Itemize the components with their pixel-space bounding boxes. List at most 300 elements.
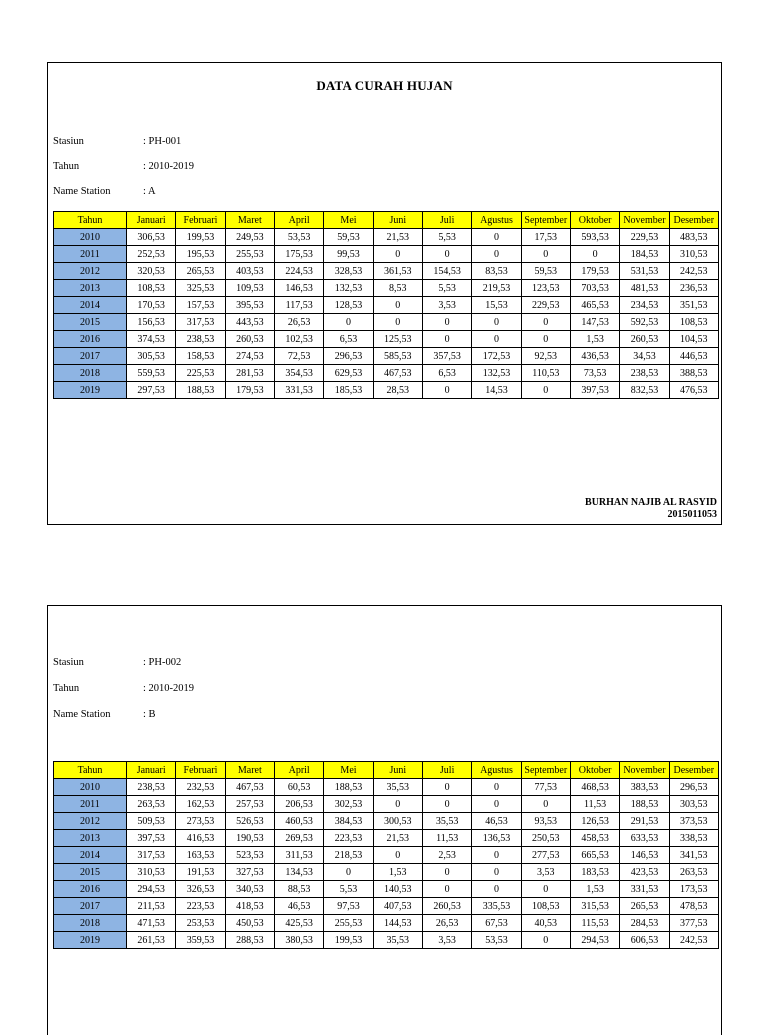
rainfall-cell: 88,53 xyxy=(274,881,323,898)
rainfall-cell: 35,53 xyxy=(373,779,422,796)
rainfall-cell: 0 xyxy=(422,314,471,331)
rainfall-cell: 327,53 xyxy=(225,864,274,881)
column-header: April xyxy=(274,212,323,229)
rainfall-cell: 265,53 xyxy=(176,263,225,280)
rainfall-cell: 1,53 xyxy=(570,881,619,898)
rainfall-cell: 128,53 xyxy=(324,297,373,314)
rainfall-cell: 104,53 xyxy=(669,331,718,348)
info-label: Name Station xyxy=(53,709,111,720)
header-row xyxy=(54,212,719,229)
rainfall-cell: 252,53 xyxy=(127,246,176,263)
rainfall-cell: 60,53 xyxy=(274,779,323,796)
rainfall-cell: 0 xyxy=(373,847,422,864)
rainfall-cell: 134,53 xyxy=(274,864,323,881)
year-cell: 2013 xyxy=(54,280,127,297)
rainfall-cell: 384,53 xyxy=(324,813,373,830)
rainfall-cell: 123,53 xyxy=(521,280,570,297)
rainfall-cell: 0 xyxy=(521,331,570,348)
rainfall-cell: 443,53 xyxy=(225,314,274,331)
rainfall-cell: 425,53 xyxy=(274,915,323,932)
rainfall-cell: 15,53 xyxy=(472,297,521,314)
rainfall-cell: 0 xyxy=(521,932,570,949)
rainfall-cell: 35,53 xyxy=(422,813,471,830)
rainfall-cell: 265,53 xyxy=(620,898,669,915)
rainfall-cell: 26,53 xyxy=(422,915,471,932)
rainfall-cell: 92,53 xyxy=(521,348,570,365)
table-row xyxy=(54,297,719,314)
rainfall-cell: 225,53 xyxy=(176,365,225,382)
rainfall-cell: 163,53 xyxy=(176,847,225,864)
rainfall-cell: 377,53 xyxy=(669,915,718,932)
rainfall-cell: 261,53 xyxy=(127,932,176,949)
column-header: November xyxy=(620,212,669,229)
rainfall-cell: 326,53 xyxy=(176,881,225,898)
rainfall-cell: 0 xyxy=(472,246,521,263)
column-header: Agustus xyxy=(472,762,521,779)
rainfall-cell: 162,53 xyxy=(176,796,225,813)
rainfall-sheet-2 xyxy=(47,605,722,1035)
rainfall-cell: 175,53 xyxy=(274,246,323,263)
rainfall-cell: 179,53 xyxy=(570,263,619,280)
rainfall-cell: 5,53 xyxy=(422,280,471,297)
rainfall-cell: 173,53 xyxy=(669,881,718,898)
info-value: : PH-002 xyxy=(143,657,182,668)
rainfall-cell: 199,53 xyxy=(324,932,373,949)
rainfall-cell: 0 xyxy=(324,864,373,881)
rainfall-cell: 0 xyxy=(422,779,471,796)
rainfall-cell: 179,53 xyxy=(225,382,274,399)
rainfall-cell: 218,53 xyxy=(324,847,373,864)
rainfall-cell: 110,53 xyxy=(521,365,570,382)
rainfall-cell: 77,53 xyxy=(521,779,570,796)
rainfall-cell: 523,53 xyxy=(225,847,274,864)
rainfall-cell: 665,53 xyxy=(570,847,619,864)
rainfall-cell: 59,53 xyxy=(324,229,373,246)
rainfall-cell: 249,53 xyxy=(225,229,274,246)
table-row xyxy=(54,314,719,331)
rainfall-cell: 325,53 xyxy=(176,280,225,297)
rainfall-cell: 108,53 xyxy=(669,314,718,331)
rainfall-cell: 260,53 xyxy=(620,331,669,348)
rainfall-cell: 320,53 xyxy=(127,263,176,280)
rainfall-cell: 0 xyxy=(521,382,570,399)
column-header: Mei xyxy=(324,212,373,229)
table-row xyxy=(54,779,719,796)
rainfall-cell: 351,53 xyxy=(669,297,718,314)
rainfall-cell: 0 xyxy=(521,246,570,263)
rainfall-cell: 296,53 xyxy=(669,779,718,796)
rainfall-cell: 0 xyxy=(422,864,471,881)
rainfall-cell: 11,53 xyxy=(422,830,471,847)
rainfall-cell: 3,53 xyxy=(521,864,570,881)
rainfall-cell: 46,53 xyxy=(472,813,521,830)
rainfall-cell: 223,53 xyxy=(324,830,373,847)
rainfall-cell: 407,53 xyxy=(373,898,422,915)
column-header: Maret xyxy=(225,212,274,229)
table-row xyxy=(54,813,719,830)
table-row xyxy=(54,898,719,915)
rainfall-cell: 335,53 xyxy=(472,898,521,915)
year-cell: 2012 xyxy=(54,263,127,280)
rainfall-cell: 418,53 xyxy=(225,898,274,915)
rainfall-cell: 234,53 xyxy=(620,297,669,314)
rainfall-cell: 331,53 xyxy=(620,881,669,898)
rainfall-cell: 132,53 xyxy=(324,280,373,297)
rainfall-cell: 357,53 xyxy=(422,348,471,365)
rainfall-cell: 423,53 xyxy=(620,864,669,881)
rainfall-cell: 458,53 xyxy=(570,830,619,847)
year-cell: 2015 xyxy=(54,314,127,331)
rainfall-cell: 1,53 xyxy=(373,864,422,881)
rainfall-cell: 11,53 xyxy=(570,796,619,813)
rainfall-cell: 310,53 xyxy=(127,864,176,881)
rainfall-cell: 294,53 xyxy=(570,932,619,949)
year-cell: 2019 xyxy=(54,382,127,399)
rainfall-cell: 383,53 xyxy=(620,779,669,796)
rainfall-cell: 184,53 xyxy=(620,246,669,263)
rainfall-cell: 238,53 xyxy=(127,779,176,796)
info-value: : 2010-2019 xyxy=(143,683,195,694)
rainfall-cell: 0 xyxy=(373,314,422,331)
rainfall-cell: 291,53 xyxy=(620,813,669,830)
rainfall-cell: 255,53 xyxy=(225,246,274,263)
table-row xyxy=(54,932,719,949)
rainfall-cell: 277,53 xyxy=(521,847,570,864)
info-value: : A xyxy=(143,186,156,197)
column-header: Juli xyxy=(422,212,471,229)
info-label: Tahun xyxy=(53,683,80,694)
rainfall-cell: 21,53 xyxy=(373,830,422,847)
year-cell: 2016 xyxy=(54,881,127,898)
rainfall-cell: 471,53 xyxy=(127,915,176,932)
rainfall-cell: 373,53 xyxy=(669,813,718,830)
table-row xyxy=(54,830,719,847)
rainfall-cell: 242,53 xyxy=(669,263,718,280)
year-cell: 2019 xyxy=(54,932,127,949)
rainfall-cell: 108,53 xyxy=(127,280,176,297)
rainfall-cell: 53,53 xyxy=(472,932,521,949)
rainfall-cell: 67,53 xyxy=(472,915,521,932)
info-label: Stasiun xyxy=(53,657,84,668)
rainfall-cell: 73,53 xyxy=(570,365,619,382)
rainfall-cell: 263,53 xyxy=(127,796,176,813)
table-row xyxy=(54,246,719,263)
column-header: September xyxy=(521,212,570,229)
rainfall-cell: 224,53 xyxy=(274,263,323,280)
rainfall-cell: 242,53 xyxy=(669,932,718,949)
column-header: Juni xyxy=(373,762,422,779)
rainfall-cell: 0 xyxy=(373,246,422,263)
rainfall-cell: 306,53 xyxy=(127,229,176,246)
rainfall-cell: 17,53 xyxy=(521,229,570,246)
rainfall-cell: 232,53 xyxy=(176,779,225,796)
year-cell: 2011 xyxy=(54,796,127,813)
rainfall-cell: 446,53 xyxy=(669,348,718,365)
rainfall-cell: 467,53 xyxy=(225,779,274,796)
rainfall-cell: 147,53 xyxy=(570,314,619,331)
rainfall-cell: 450,53 xyxy=(225,915,274,932)
table-row xyxy=(54,382,719,399)
rainfall-cell: 72,53 xyxy=(274,348,323,365)
rainfall-cell: 146,53 xyxy=(274,280,323,297)
rainfall-cell: 34,53 xyxy=(620,348,669,365)
column-header: Desember xyxy=(669,762,718,779)
rainfall-cell: 559,53 xyxy=(127,365,176,382)
rainfall-cell: 0 xyxy=(472,847,521,864)
rainfall-cell: 223,53 xyxy=(176,898,225,915)
rainfall-cell: 310,53 xyxy=(669,246,718,263)
rainfall-cell: 361,53 xyxy=(373,263,422,280)
rainfall-cell: 0 xyxy=(472,864,521,881)
rainfall-cell: 140,53 xyxy=(373,881,422,898)
rainfall-cell: 468,53 xyxy=(570,779,619,796)
rainfall-cell: 263,53 xyxy=(669,864,718,881)
info-value: : 2010-2019 xyxy=(143,161,195,172)
rainfall-cell: 338,53 xyxy=(669,830,718,847)
rainfall-cell: 238,53 xyxy=(176,331,225,348)
rainfall-cell: 83,53 xyxy=(472,263,521,280)
rainfall-cell: 157,53 xyxy=(176,297,225,314)
rainfall-cell: 0 xyxy=(373,297,422,314)
rainfall-cell: 14,53 xyxy=(472,382,521,399)
table-row xyxy=(54,229,719,246)
column-header: Juni xyxy=(373,212,422,229)
rainfall-cell: 6,53 xyxy=(422,365,471,382)
rainfall-cell: 99,53 xyxy=(324,246,373,263)
rainfall-cell: 6,53 xyxy=(324,331,373,348)
rainfall-cell: 46,53 xyxy=(274,898,323,915)
column-header: Desember xyxy=(669,212,718,229)
rainfall-cell: 526,53 xyxy=(225,813,274,830)
rainfall-cell: 93,53 xyxy=(521,813,570,830)
rainfall-cell: 1,53 xyxy=(570,331,619,348)
rainfall-cell: 144,53 xyxy=(373,915,422,932)
rainfall-cell: 0 xyxy=(472,779,521,796)
rainfall-cell: 115,53 xyxy=(570,915,619,932)
rainfall-cell: 0 xyxy=(472,314,521,331)
rainfall-cell: 102,53 xyxy=(274,331,323,348)
rainfall-cell: 478,53 xyxy=(669,898,718,915)
column-header: Januari xyxy=(127,762,176,779)
rainfall-cell: 109,53 xyxy=(225,280,274,297)
year-cell: 2018 xyxy=(54,915,127,932)
table-row xyxy=(54,864,719,881)
rainfall-cell: 236,53 xyxy=(669,280,718,297)
rainfall-cell: 191,53 xyxy=(176,864,225,881)
rainfall-cell: 126,53 xyxy=(570,813,619,830)
rainfall-cell: 331,53 xyxy=(274,382,323,399)
rainfall-cell: 481,53 xyxy=(620,280,669,297)
rainfall-cell: 185,53 xyxy=(324,382,373,399)
rainfall-cell: 170,53 xyxy=(127,297,176,314)
rainfall-cell: 359,53 xyxy=(176,932,225,949)
rainfall-cell: 117,53 xyxy=(274,297,323,314)
rainfall-cell: 2,53 xyxy=(422,847,471,864)
rainfall-cell: 483,53 xyxy=(669,229,718,246)
rainfall-cell: 0 xyxy=(521,796,570,813)
info-label: Name Station xyxy=(53,186,111,197)
rainfall-cell: 136,53 xyxy=(472,830,521,847)
rainfall-cell: 297,53 xyxy=(127,382,176,399)
rainfall-cell: 585,53 xyxy=(373,348,422,365)
rainfall-cell: 476,53 xyxy=(669,382,718,399)
rainfall-cell: 269,53 xyxy=(274,830,323,847)
year-cell: 2018 xyxy=(54,365,127,382)
rainfall-cell: 3,53 xyxy=(422,932,471,949)
rainfall-cell: 257,53 xyxy=(225,796,274,813)
rainfall-cell: 255,53 xyxy=(324,915,373,932)
rainfall-cell: 354,53 xyxy=(274,365,323,382)
rainfall-cell: 188,53 xyxy=(620,796,669,813)
rainfall-cell: 315,53 xyxy=(570,898,619,915)
column-header: Tahun xyxy=(54,762,127,779)
info-label: Tahun xyxy=(53,161,80,172)
rainfall-cell: 311,53 xyxy=(274,847,323,864)
rainfall-cell: 403,53 xyxy=(225,263,274,280)
year-cell: 2010 xyxy=(54,229,127,246)
rainfall-cell: 206,53 xyxy=(274,796,323,813)
rainfall-cell: 28,53 xyxy=(373,382,422,399)
rainfall-cell: 183,53 xyxy=(570,864,619,881)
rainfall-cell: 5,53 xyxy=(324,881,373,898)
rainfall-cell: 397,53 xyxy=(127,830,176,847)
rainfall-cell: 606,53 xyxy=(620,932,669,949)
table-row xyxy=(54,263,719,280)
rainfall-cell: 593,53 xyxy=(570,229,619,246)
column-header: Oktober xyxy=(570,212,619,229)
rainfall-cell: 3,53 xyxy=(422,297,471,314)
column-header: Maret xyxy=(225,762,274,779)
rainfall-cell: 341,53 xyxy=(669,847,718,864)
year-cell: 2017 xyxy=(54,348,127,365)
rainfall-cell: 5,53 xyxy=(422,229,471,246)
table-row xyxy=(54,796,719,813)
rainfall-cell: 0 xyxy=(521,881,570,898)
rainfall-cell: 0 xyxy=(472,796,521,813)
year-cell: 2013 xyxy=(54,830,127,847)
rainfall-cell: 380,53 xyxy=(274,932,323,949)
column-header: Oktober xyxy=(570,762,619,779)
rainfall-cell: 0 xyxy=(472,331,521,348)
rainfall-cell: 0 xyxy=(422,796,471,813)
table-row xyxy=(54,847,719,864)
column-header: Tahun xyxy=(54,212,127,229)
year-cell: 2014 xyxy=(54,297,127,314)
rainfall-cell: 465,53 xyxy=(570,297,619,314)
rainfall-cell: 416,53 xyxy=(176,830,225,847)
rainfall-cell: 156,53 xyxy=(127,314,176,331)
rainfall-cell: 26,53 xyxy=(274,314,323,331)
header-row xyxy=(54,762,719,779)
column-header: Juli xyxy=(422,762,471,779)
rainfall-cell: 260,53 xyxy=(225,331,274,348)
year-cell: 2015 xyxy=(54,864,127,881)
column-header: September xyxy=(521,762,570,779)
rainfall-table xyxy=(53,761,719,949)
rainfall-cell: 219,53 xyxy=(472,280,521,297)
column-header: Februari xyxy=(176,762,225,779)
rainfall-cell: 0 xyxy=(570,246,619,263)
document-title: DATA CURAH HUJAN xyxy=(316,78,453,93)
column-header: April xyxy=(274,762,323,779)
rainfall-cell: 211,53 xyxy=(127,898,176,915)
table-row xyxy=(54,348,719,365)
column-header: Mei xyxy=(324,762,373,779)
rainfall-cell: 288,53 xyxy=(225,932,274,949)
rainfall-cell: 302,53 xyxy=(324,796,373,813)
rainfall-cell: 305,53 xyxy=(127,348,176,365)
rainfall-cell: 436,53 xyxy=(570,348,619,365)
rainfall-cell: 59,53 xyxy=(521,263,570,280)
rainfall-cell: 467,53 xyxy=(373,365,422,382)
rainfall-cell: 195,53 xyxy=(176,246,225,263)
rainfall-table xyxy=(53,211,719,399)
info-label: Stasiun xyxy=(53,136,84,147)
rainfall-cell: 253,53 xyxy=(176,915,225,932)
rainfall-cell: 260,53 xyxy=(422,898,471,915)
rainfall-cell: 125,53 xyxy=(373,331,422,348)
rainfall-cell: 0 xyxy=(422,331,471,348)
year-cell: 2017 xyxy=(54,898,127,915)
rainfall-cell: 284,53 xyxy=(620,915,669,932)
signature-name: BURHAN NAJIB AL RASYID xyxy=(585,497,717,508)
column-header: Februari xyxy=(176,212,225,229)
rainfall-cell: 317,53 xyxy=(176,314,225,331)
rainfall-cell: 158,53 xyxy=(176,348,225,365)
rainfall-cell: 199,53 xyxy=(176,229,225,246)
signature-id: 2015011053 xyxy=(667,509,717,520)
rainfall-cell: 395,53 xyxy=(225,297,274,314)
rainfall-cell: 531,53 xyxy=(620,263,669,280)
rainfall-cell: 388,53 xyxy=(669,365,718,382)
rainfall-cell: 97,53 xyxy=(324,898,373,915)
info-value: : PH-001 xyxy=(143,136,182,147)
rainfall-cell: 317,53 xyxy=(127,847,176,864)
rainfall-cell: 108,53 xyxy=(521,898,570,915)
rainfall-cell: 172,53 xyxy=(472,348,521,365)
rainfall-cell: 0 xyxy=(472,881,521,898)
column-header: Januari xyxy=(127,212,176,229)
rainfall-cell: 40,53 xyxy=(521,915,570,932)
year-cell: 2016 xyxy=(54,331,127,348)
year-cell: 2010 xyxy=(54,779,127,796)
rainfall-cell: 633,53 xyxy=(620,830,669,847)
rainfall-cell: 294,53 xyxy=(127,881,176,898)
rainfall-cell: 21,53 xyxy=(373,229,422,246)
rainfall-cell: 229,53 xyxy=(521,297,570,314)
rainfall-cell: 328,53 xyxy=(324,263,373,280)
rainfall-cell: 0 xyxy=(422,382,471,399)
rainfall-cell: 281,53 xyxy=(225,365,274,382)
rainfall-cell: 832,53 xyxy=(620,382,669,399)
rainfall-cell: 238,53 xyxy=(620,365,669,382)
rainfall-cell: 0 xyxy=(373,796,422,813)
rainfall-cell: 303,53 xyxy=(669,796,718,813)
rainfall-cell: 146,53 xyxy=(620,847,669,864)
rainfall-cell: 154,53 xyxy=(422,263,471,280)
year-cell: 2011 xyxy=(54,246,127,263)
signature-block xyxy=(585,497,717,521)
rainfall-cell: 460,53 xyxy=(274,813,323,830)
rainfall-cell: 273,53 xyxy=(176,813,225,830)
rainfall-cell: 53,53 xyxy=(274,229,323,246)
rainfall-cell: 132,53 xyxy=(472,365,521,382)
rainfall-cell: 592,53 xyxy=(620,314,669,331)
rainfall-cell: 188,53 xyxy=(176,382,225,399)
rainfall-cell: 0 xyxy=(422,246,471,263)
column-header: Agustus xyxy=(472,212,521,229)
rainfall-cell: 250,53 xyxy=(521,830,570,847)
